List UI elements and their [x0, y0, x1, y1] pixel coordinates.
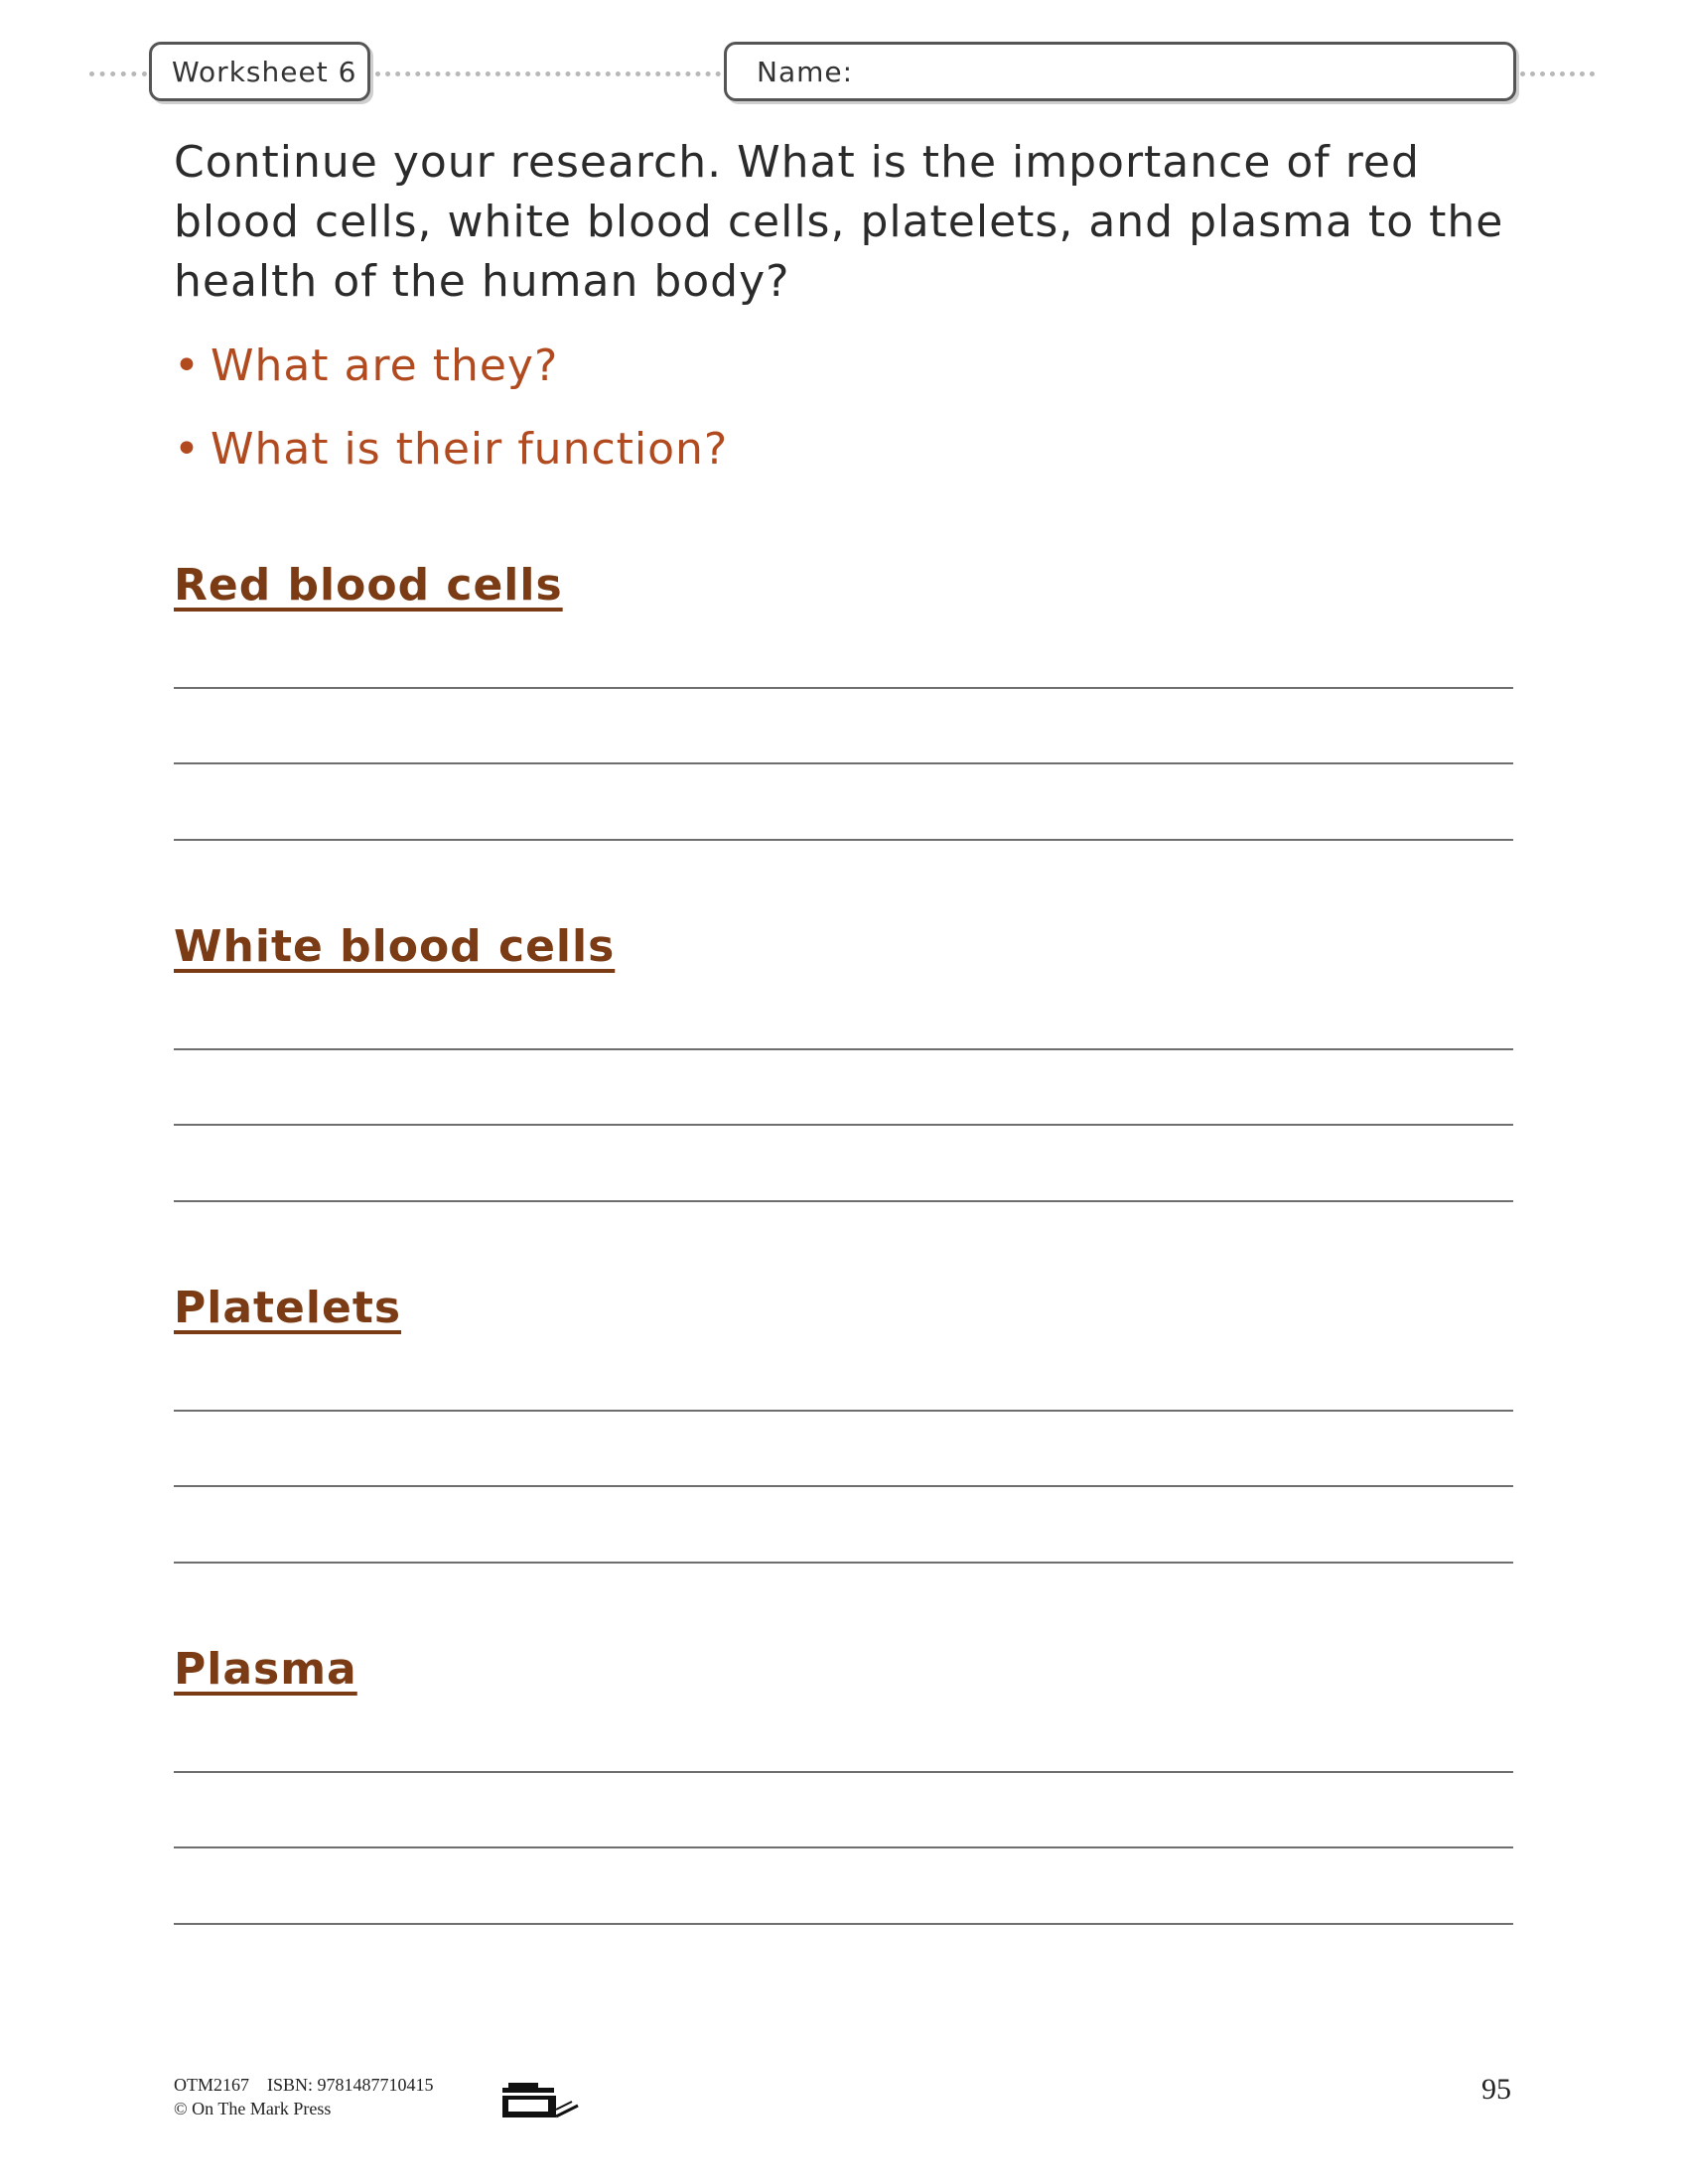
section-title-platelets: Platelets	[174, 1283, 402, 1333]
answer-line[interactable]	[174, 1124, 1513, 1126]
answer-line[interactable]	[174, 839, 1513, 841]
page-number: 95	[1481, 2073, 1511, 2106]
bullet-item	[174, 424, 728, 475]
section-title-red-blood-cells: Red blood cells	[174, 560, 563, 611]
printer-logo-icon	[500, 2082, 580, 2121]
bullet-text: What is their function?	[210, 424, 729, 475]
bullet-text: What are they?	[210, 341, 559, 391]
answer-line[interactable]	[174, 1485, 1513, 1487]
research-prompt: Continue your research. What is the importance of red blood cells, white blood cells, platelets, and plasma to the health of the human body?	[174, 137, 1504, 307]
answer-line[interactable]	[174, 1771, 1513, 1773]
answer-line[interactable]	[174, 1410, 1513, 1412]
footer-credits	[174, 2073, 434, 2120]
isbn: ISBN: 9781487710415	[267, 2075, 434, 2095]
answer-line[interactable]	[174, 1200, 1513, 1202]
header-dots-left	[89, 71, 147, 76]
product-code: OTM2167	[174, 2075, 249, 2095]
bullet-dot: •	[174, 341, 201, 391]
section-title-white-blood-cells: White blood cells	[174, 921, 616, 972]
section-title-plasma: Plasma	[174, 1644, 357, 1695]
worksheet-label-box	[149, 42, 370, 101]
answer-line[interactable]	[174, 762, 1513, 764]
publisher: © On The Mark Press	[174, 2099, 332, 2118]
answer-line[interactable]	[174, 1923, 1513, 1925]
worksheet-label: Worksheet 6	[172, 55, 357, 88]
answer-line[interactable]	[174, 1846, 1513, 1848]
header-dots-right	[1520, 71, 1595, 76]
bullet-item	[174, 341, 558, 391]
name-label: Name:	[757, 55, 854, 88]
answer-line[interactable]	[174, 1048, 1513, 1050]
name-field[interactable]	[724, 42, 1516, 101]
answer-line[interactable]	[174, 1562, 1513, 1564]
header-dots-middle	[375, 71, 721, 76]
answer-line[interactable]	[174, 687, 1513, 689]
bullet-dot: •	[174, 424, 201, 475]
